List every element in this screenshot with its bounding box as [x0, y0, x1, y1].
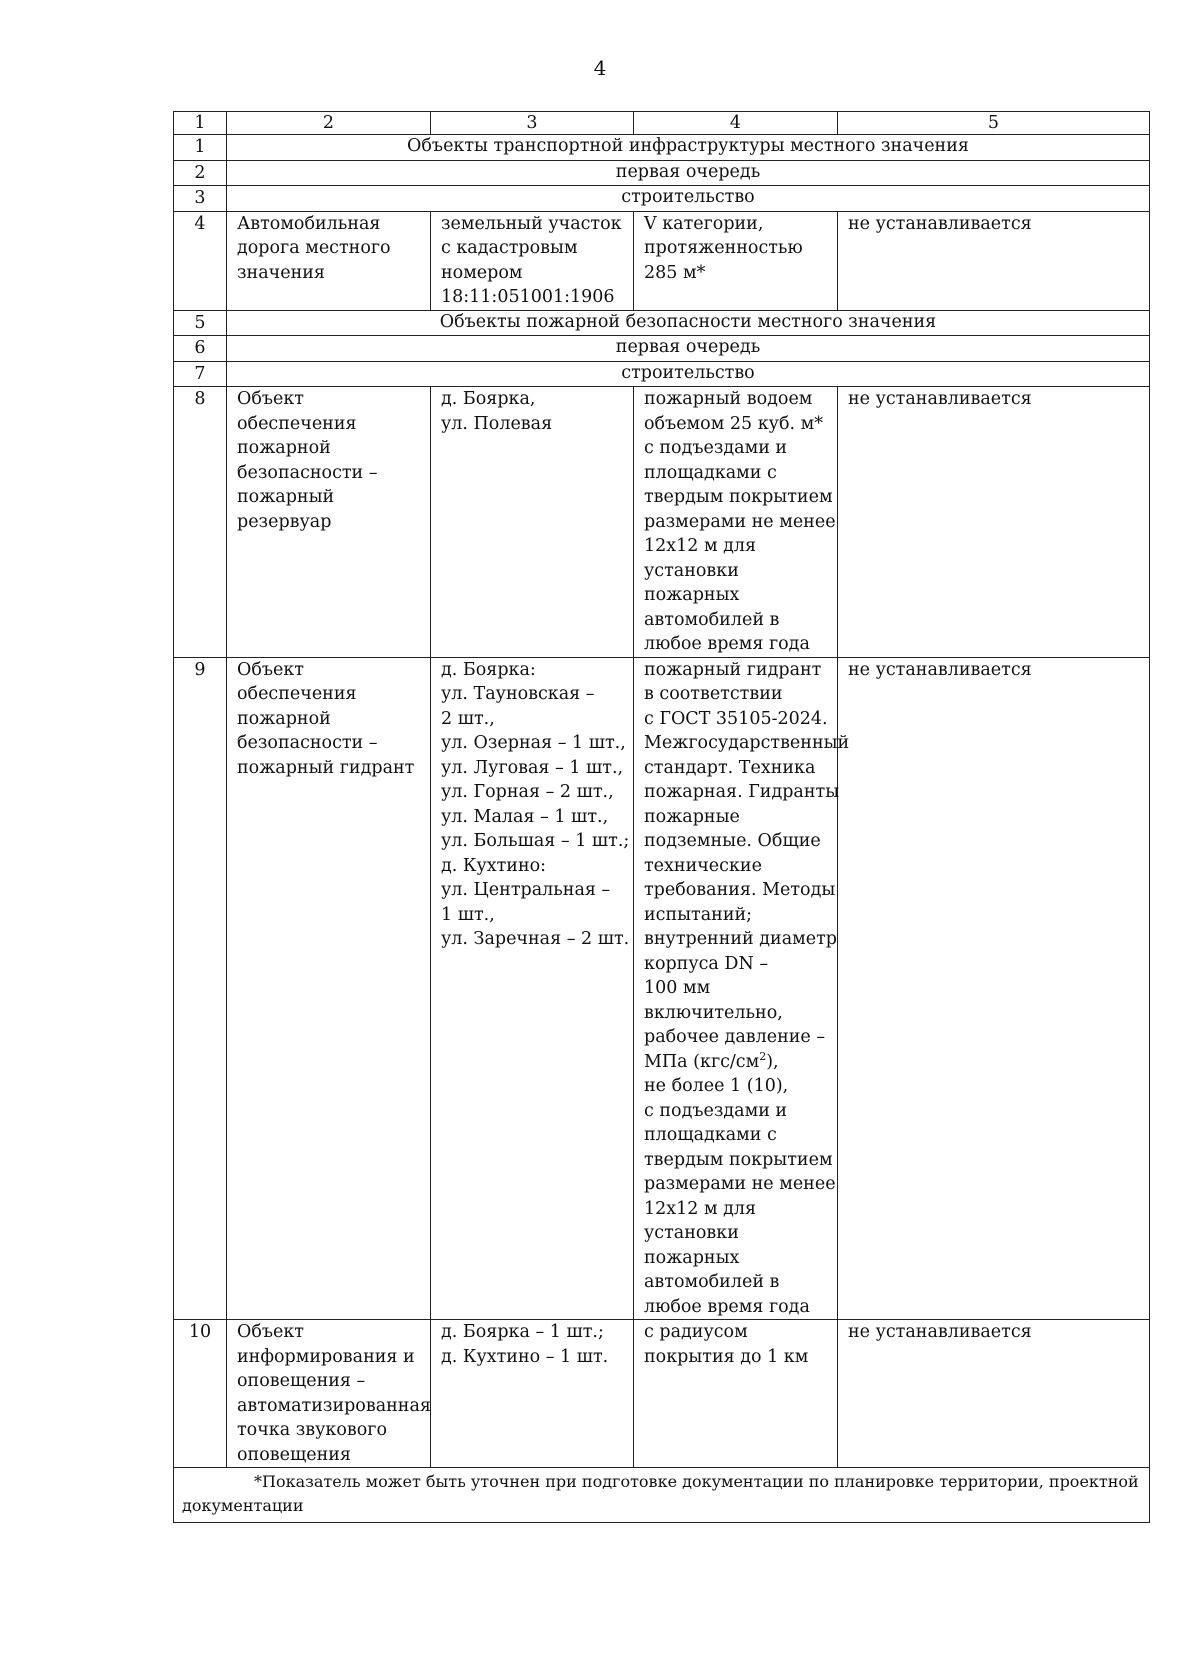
cell-line: стандарт. Техника: [644, 757, 816, 778]
cell-line: 2 шт.,: [441, 708, 495, 729]
cell-line: ул. Большая – 1 шт.;: [441, 831, 630, 851]
zone-cell: [838, 211, 1150, 310]
cell-line: площадками с: [644, 462, 777, 483]
table-row: [174, 387, 1150, 658]
cell-line: рабочее давление –: [644, 1027, 826, 1047]
cell-line: пожарная. Гидранты: [644, 782, 840, 802]
cell-line: требования. Методы: [644, 880, 836, 900]
cell-line: автомобилей в: [644, 1272, 780, 1292]
object-name-cell: [227, 211, 431, 310]
cell-line: включительно,: [644, 1002, 783, 1023]
cell-line: пожарные: [644, 806, 740, 827]
header-cell: 5: [838, 112, 1150, 135]
table-row: [174, 1320, 1150, 1468]
object-name-cell: [227, 657, 431, 1320]
cell-line: МПа $(кгс/см^2)$,: [644, 1049, 779, 1072]
table-row: [174, 657, 1150, 1320]
cell-line: протяженностью: [644, 238, 803, 258]
cell-line: ул. Малая – 1 шт.,: [441, 806, 609, 827]
cell-line: номером: [441, 262, 523, 283]
cell-line: в соответствии: [644, 684, 783, 704]
section-row: [174, 135, 1150, 161]
cell-line: ул. Луговая – 1 шт.,: [441, 757, 624, 778]
row-number: 6: [174, 336, 227, 362]
cell-line: твердым покрытием: [644, 487, 833, 507]
zone-cell: [838, 1320, 1150, 1468]
cell-line: не устанавливается: [848, 213, 1032, 234]
cell-line: пожарный: [237, 487, 335, 507]
cell-line: не устанавливается: [848, 659, 1032, 680]
cell-line: 100 мм: [644, 978, 711, 998]
cell-line: Объект: [237, 1322, 304, 1342]
cell-line: размерами не менее: [644, 1174, 836, 1194]
row-number: 4: [174, 211, 227, 310]
cell-line: объемом 25 куб. м*: [644, 413, 823, 434]
section-row: [174, 361, 1150, 387]
cell-line: 18:11:051001:1906: [441, 287, 615, 307]
location-cell: [431, 657, 634, 1320]
header-cell: 2: [227, 112, 431, 135]
section-title: первая очередь: [227, 336, 1150, 362]
characteristics-cell: [634, 387, 838, 658]
cell-line: 1 шт.,: [441, 904, 495, 925]
cell-line: автомобилей в: [644, 609, 780, 630]
cell-line: Межгосударственный: [644, 733, 850, 753]
cell-line: 12х12 м для: [644, 1198, 757, 1219]
location-cell: [431, 211, 634, 310]
superscript: 2: [759, 1049, 767, 1063]
cell-line: не устанавливается: [848, 1322, 1032, 1342]
cell-line: информирования и: [237, 1346, 415, 1367]
cell-line: с радиусом: [644, 1322, 748, 1342]
object-name-cell: [227, 387, 431, 658]
cell-line: резервуар: [237, 511, 332, 532]
characteristics-cell: [634, 1320, 838, 1468]
cell-line: значения: [237, 262, 325, 283]
row-number: 1: [174, 135, 227, 161]
location-cell: [431, 1320, 634, 1468]
cell-line: 285 м*: [644, 262, 706, 283]
cell-line: внутренний диаметр: [644, 929, 837, 949]
cell-line: ул. Озерная – 1 шт.,: [441, 733, 626, 753]
header-cell: 1: [174, 112, 227, 135]
cell-line: оповещения –: [237, 1371, 366, 1391]
cell-line: Автомобильная: [237, 213, 381, 234]
section-title: строительство: [227, 361, 1150, 387]
cell-line: оповещения: [237, 1444, 351, 1465]
zone-cell: [838, 657, 1150, 1320]
cell-line: обеспечения: [237, 684, 357, 704]
header-cell: 4: [634, 112, 838, 135]
section-row: [174, 336, 1150, 362]
cell-line: покрытия до 1 км: [644, 1346, 809, 1367]
cell-line: ул. Полевая: [441, 413, 553, 434]
cell-line: дорога местного: [237, 238, 391, 258]
table-header-row: [174, 112, 1150, 135]
object-name-cell: [227, 1320, 431, 1468]
section-title: строительство: [227, 186, 1150, 212]
page-number: 4: [593, 56, 607, 80]
cell-line: с подъездами и: [644, 438, 788, 458]
cell-line: точка звукового: [237, 1420, 387, 1440]
row-number: 3: [174, 186, 227, 212]
table-row: [174, 211, 1150, 310]
cell-line: установки: [644, 560, 739, 581]
cell-line: д. Боярка,: [441, 389, 536, 409]
location-cell: [431, 387, 634, 658]
row-number: 10: [174, 1320, 227, 1468]
cell-line: земельный участок: [441, 213, 622, 234]
cell-line: корпуса DN –: [644, 953, 769, 974]
cell-line: ул. Горная – 2 шт.,: [441, 782, 614, 802]
section-title: первая очередь: [227, 160, 1150, 186]
section-title: Объекты транспортной инфраструктуры местного значения: [227, 135, 1150, 161]
cell-line: подземные. Общие: [644, 831, 821, 851]
superscript-tail: ),: [766, 1051, 779, 1072]
cell-line: с подъездами и: [644, 1100, 788, 1121]
section-row: [174, 160, 1150, 186]
cell-line: пожарный гидрант: [644, 659, 822, 680]
cell-line: ул. Заречная – 2 шт.: [441, 929, 630, 949]
cell-line: испытаний;: [644, 904, 753, 925]
cell-line: д. Кухтино – 1 шт.: [441, 1346, 609, 1367]
cell-line: размерами не менее: [644, 511, 836, 532]
cell-line: автоматизированная: [237, 1395, 431, 1416]
section-row: [174, 310, 1150, 336]
characteristics-cell: [634, 211, 838, 310]
characteristics-cell: [634, 657, 850, 1320]
cell-line: д. Боярка:: [441, 659, 536, 680]
cell-line: пожарных: [644, 585, 740, 605]
cell-line: д. Кухтино:: [441, 855, 547, 876]
row-number: 8: [174, 387, 227, 658]
cell-line: любое время года: [644, 634, 810, 654]
row-number: 9: [174, 657, 227, 1320]
row-number: 7: [174, 361, 227, 387]
cell-line: пожарных: [644, 1247, 740, 1268]
cell-line: д. Боярка – 1 шт.;: [441, 1322, 604, 1342]
cell-line: установки: [644, 1223, 739, 1243]
cell-line: V категории,: [644, 213, 764, 234]
section-title: Объекты пожарной безопасности местного значения: [227, 310, 1150, 336]
row-number: 5: [174, 310, 227, 336]
cell-line: обеспечения: [237, 413, 357, 434]
cell-line: пожарный гидрант: [237, 757, 415, 778]
cell-line: ул. Тауновская –: [441, 684, 595, 704]
header-cell: 3: [431, 112, 634, 135]
cell-line: Объект: [237, 659, 304, 680]
cell-line: с ГОСТ 35105-2024.: [644, 708, 828, 729]
zone-cell: [838, 387, 1150, 658]
row-number: 2: [174, 160, 227, 186]
cell-line: пожарный водоем: [644, 389, 813, 409]
cell-line: не устанавливается: [848, 389, 1032, 409]
cell-line: технические: [644, 855, 762, 876]
cell-line: безопасности –: [237, 462, 378, 483]
footnote: *Показатель может быть уточнен при подготовке документации по планировке территории, проектной документации: [174, 1468, 1150, 1523]
planning-table: [173, 111, 1150, 1523]
footnote-row: [174, 1468, 1150, 1523]
cell-line: пожарной: [237, 438, 331, 458]
cell-line: площадками с: [644, 1125, 777, 1145]
cell-line: с кадастровым: [441, 238, 578, 258]
cell-line: ул. Центральная –: [441, 880, 611, 900]
cell-line: безопасности –: [237, 733, 378, 753]
cell-line: 12х12 м для: [644, 536, 757, 556]
section-row: [174, 186, 1150, 212]
cell-line: не более 1 (10),: [644, 1076, 789, 1096]
cell-line: Объект: [237, 389, 304, 409]
cell-line: твердым покрытием: [644, 1149, 833, 1170]
cell-line: любое время года: [644, 1296, 810, 1317]
cell-line: пожарной: [237, 708, 331, 729]
